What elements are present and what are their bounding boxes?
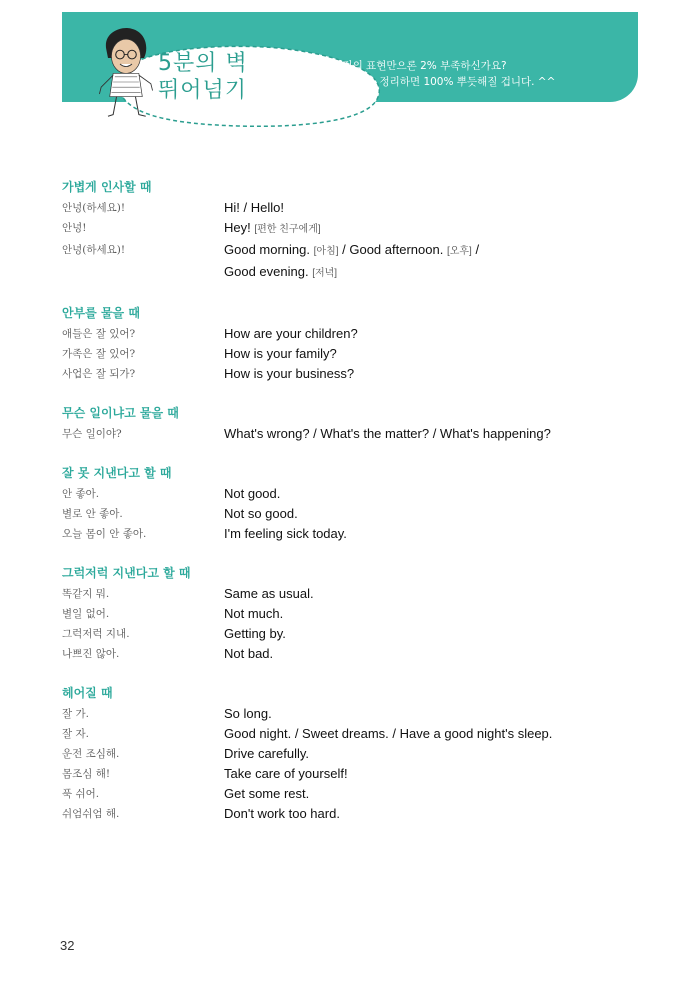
korean-phrase: 쉬엄쉬엄 해. <box>62 808 120 820</box>
english-phrase: Hi! / Hello! <box>224 200 284 215</box>
phrase-row <box>62 324 642 344</box>
korean-phrase: 무슨 일이야? <box>62 428 122 440</box>
english-text: Good morning. <box>224 242 310 257</box>
korean-phrase: 사업은 잘 되가? <box>62 368 136 380</box>
english-phrase: What's wrong? / What's the matter? / What's happening? <box>224 426 551 441</box>
phrase-row <box>62 724 642 744</box>
korean-phrase: 안녕(하세요)! <box>62 244 126 256</box>
english-phrase: How is your family? <box>224 346 337 361</box>
section-title: 가볍게 인사할 때 <box>62 180 152 194</box>
english-text: Hey! <box>224 220 251 235</box>
phrase-row <box>62 364 642 384</box>
header-description <box>312 58 632 90</box>
english-phrase <box>224 218 642 240</box>
phrase-row <box>62 644 642 664</box>
korean-phrase: 오늘 몸이 안 좋아. <box>62 528 147 540</box>
english-phrase: Not bad. <box>224 646 274 661</box>
phrase-row <box>62 262 642 284</box>
page-title <box>158 50 273 104</box>
english-phrase: Same as usual. <box>224 586 314 601</box>
english-text: / Good afternoon. <box>342 242 444 257</box>
section-asking-wellbeing <box>62 304 642 384</box>
title-line-2: 뛰어넘기 <box>158 78 248 103</box>
korean-phrase: 똑같지 뭐. <box>62 588 110 600</box>
phrase-row <box>62 784 642 804</box>
phrase-row <box>62 764 642 784</box>
english-phrase <box>224 262 642 284</box>
korean-phrase: 잘 가. <box>62 708 89 720</box>
phrase-row <box>62 198 642 218</box>
korean-phrase: 운전 조심해. <box>62 748 120 760</box>
english-phrase: I'm feeling sick today. <box>224 526 347 541</box>
usage-note: [오후] <box>446 246 472 257</box>
title-line-1: 5분의 벽 <box>158 51 248 76</box>
phrase-row <box>62 804 642 824</box>
section-title: 잘 못 지낸다고 할 때 <box>62 466 172 480</box>
phrase-row <box>62 744 642 764</box>
section-title: 헤어질 때 <box>62 686 113 700</box>
phrase-list <box>62 178 642 844</box>
english-phrase: Not good. <box>224 486 281 501</box>
section-getting-by <box>62 564 642 664</box>
english-phrase: How is your business? <box>224 366 355 381</box>
description-line-2: 다음 표현들을 정리하면 100% 뿌듯해질 겁니다. ^^ <box>312 76 556 88</box>
phrase-row <box>62 240 642 262</box>
english-phrase: Drive carefully. <box>224 746 310 761</box>
phrase-row <box>62 344 642 364</box>
english-phrase: How are your children? <box>224 326 358 341</box>
section-casual-greeting <box>62 178 642 284</box>
phrase-row <box>62 218 642 240</box>
section-title: 그럭저럭 지낸다고 할 때 <box>62 566 191 580</box>
usage-note: [저녁] <box>312 268 338 279</box>
korean-phrase: 별일 없어. <box>62 608 110 620</box>
english-phrase: Good night. / Sweet dreams. / Have a good night's sleep. <box>224 726 553 741</box>
english-phrase: Getting by. <box>224 626 286 641</box>
phrase-row <box>62 624 642 644</box>
korean-phrase: 나쁘진 않아. <box>62 648 120 660</box>
mascot-illustration <box>96 18 156 128</box>
english-phrase: So long. <box>224 706 272 721</box>
korean-phrase: 몸조심 해! <box>62 768 111 780</box>
english-text: Good evening. <box>224 264 309 279</box>
section-not-doing-well <box>62 464 642 544</box>
english-phrase <box>224 240 642 262</box>
section-title: 안부를 물을 때 <box>62 306 140 320</box>
english-phrase: Take care of yourself! <box>224 766 348 781</box>
korean-phrase: 안녕! <box>62 222 87 234</box>
phrase-row <box>62 524 642 544</box>
korean-phrase: 안녕(하세요)! <box>62 202 126 214</box>
korean-phrase: 그럭저럭 지내. <box>62 628 130 640</box>
korean-phrase: 별로 안 좋아. <box>62 508 123 520</box>
phrase-row <box>62 704 642 724</box>
english-phrase: Don't work too hard. <box>224 806 340 821</box>
page-number: 32 <box>60 938 75 953</box>
section-title: 무슨 일이냐고 물을 때 <box>62 406 179 420</box>
english-phrase: Get some rest. <box>224 786 310 801</box>
phrase-row <box>62 484 642 504</box>
usage-note: [편한 친구에게] <box>254 224 321 235</box>
phrase-row <box>62 604 642 624</box>
section-asking-whats-wrong <box>62 404 642 444</box>
korean-phrase: 애들은 잘 있어? <box>62 328 136 340</box>
usage-note: [아침] <box>313 246 339 257</box>
korean-phrase: 가족은 잘 있어? <box>62 348 136 360</box>
phrase-row <box>62 584 642 604</box>
phrase-row <box>62 504 642 524</box>
korean-phrase: 안 좋아. <box>62 488 100 500</box>
korean-phrase: 잘 자. <box>62 728 89 740</box>
korean-phrase: 푹 쉬어. <box>62 788 100 800</box>
english-phrase: Not so good. <box>224 506 298 521</box>
phrase-row <box>62 424 642 444</box>
section-saying-goodbye <box>62 684 642 824</box>
english-phrase: Not much. <box>224 606 284 621</box>
description-line-1: 상황패턴의 표현만으론 2% 부족하신가요? <box>312 60 507 72</box>
english-text: / <box>475 242 480 257</box>
